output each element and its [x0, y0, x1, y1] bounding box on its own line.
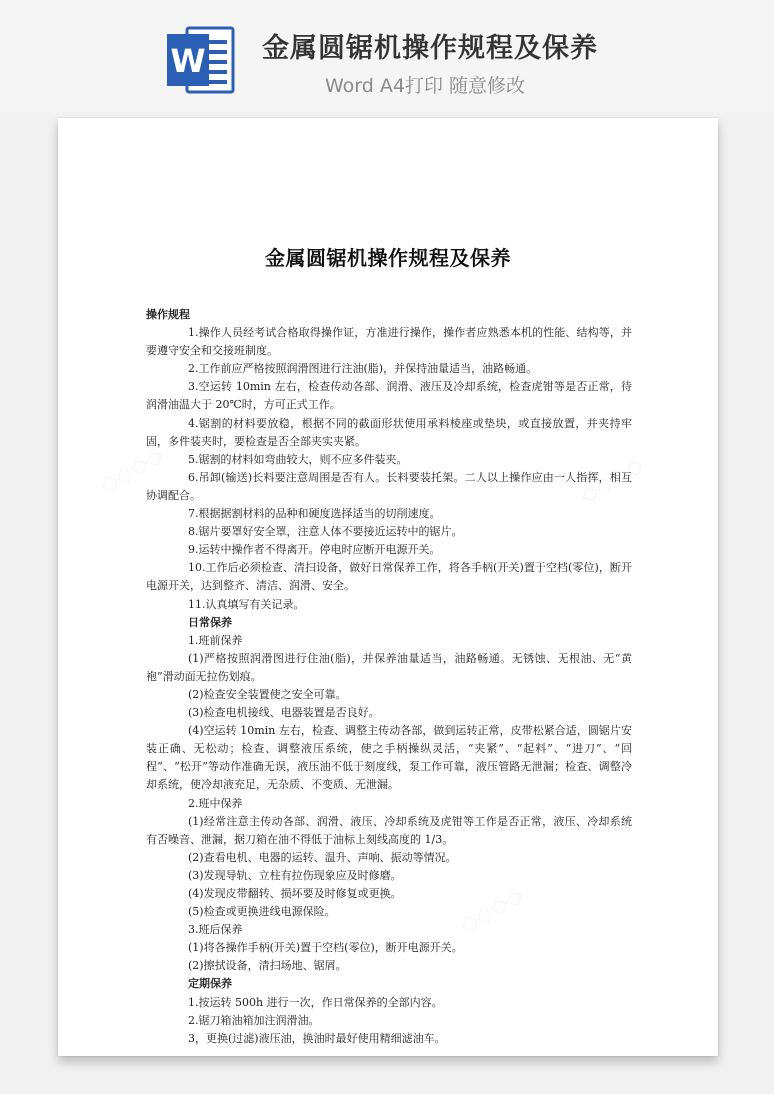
paragraph: 1.操作人员经考试合格取得操作证，方准进行操作，操作者应熟悉本机的性能、结构等，并要遵守安全和交接班制度。: [146, 326, 632, 358]
paragraph: 10.工作后必须检查、清扫设备，做好日常保养工作，将各手柄(开关)置于空档(零位)，断开电源开关，达到整齐、清洁、润滑、安全。: [146, 561, 632, 593]
document-body: [146, 306, 632, 1048]
paragraph: (5)检查或更换进线电源保险。: [188, 905, 336, 919]
paragraph: 3，更换(过滤)液压油，换油时最好使用精细滤油车。: [188, 1031, 446, 1045]
paragraph: (4)空运转 10min 左右，检查、调整主传动各部，做到运转正常，皮带松紧合适，圆锯片安装正确、无松动；检查、调整液压系统，使之手柄操纵灵活，“夹紧”、“起料”、“进刀”、“回程”、“松开”等动作准确无误，液压油不低于刻度线，泵工作可靠，液压管路无泄漏；检查、调整冷却系统，使冷却液充足，无杂质、不变质、无泄漏。: [146, 724, 632, 792]
header-banner: [0, 0, 774, 112]
paragraph: 8.锯片要罩好安全罩，注意人体不要接近运转中的锯片。: [188, 525, 463, 539]
paragraph: 7.根据据割材料的品种和硬度选择适当的切削速度。: [188, 507, 441, 521]
paragraph: (1)严格按照润滑图进行住油(脂)，并保养油量适当，油路畅通。无锈蚀、无根油、无“黄袍”滑动面无拉伤划痕。: [146, 651, 632, 683]
word-icon-letter: W: [170, 42, 206, 80]
paragraph: 5.锯割的材料如弯曲较大，则不应多件装夹。: [188, 452, 408, 466]
paragraph: 11.认真填写有关记录。: [188, 597, 305, 611]
paragraph: 9.运转中操作者不得离开。停电时应断开电源开关。: [188, 543, 441, 557]
section-heading: 操作规程: [146, 308, 190, 321]
paragraph: 2.班中保养: [188, 796, 243, 810]
banner-title: 金属圆锯机操作规程及保养: [262, 33, 598, 64]
paragraph: 3.班后保养: [188, 923, 243, 937]
paragraph: (2)查看电机、电器的运转、温升、声响、振动等情况。: [188, 850, 457, 864]
paragraph: (2)检查安全装置使之安全可靠。: [188, 687, 347, 701]
paragraph: 1.班前保养: [188, 633, 243, 647]
document-page: [58, 118, 718, 1056]
paragraph: (4)发现皮带翻转、损坏要及时修复或更换。: [188, 887, 402, 900]
paragraph: 2.工作前应严格按照润滑图进行注油(脂)，并保持油量适当，油路畅通。: [188, 362, 538, 376]
paragraph: (2)擦拭设备，清扫场地、锯屑。: [188, 959, 347, 973]
word-document-icon: [165, 24, 235, 96]
paragraph: (3)发现导轨、立柱有拉伤现象应及时修磨。: [188, 868, 402, 882]
paragraph: (1)经常注意主传动各部、润滑、液压、冷却系统及虎钳等工作是否正常，液压、冷却系统有否噪音、泄漏，据刀箱在油不得低于油标上刻线高度的 1/3。: [146, 814, 632, 846]
banner-subtitle: Word A4打印 随意修改: [325, 75, 526, 97]
paragraph: 1.按运转 500h 进行一次，作日常保养的全部内容。: [188, 995, 443, 1009]
paragraph: (3)检查电机接线、电器装置是否良好。: [188, 706, 380, 720]
section-heading: 定期保养: [188, 977, 232, 991]
section-heading: 日常保养: [188, 615, 232, 629]
paragraph: 2.锯刀箱油箱加注润滑油。: [188, 1013, 320, 1027]
paragraph: (1)将各操作手柄(开关)置于空档(零位)，断开电源开关。: [188, 941, 463, 955]
document-title: 金属圆锯机操作规程及保养: [265, 246, 511, 270]
paragraph: 3.空运转 10min 左右，检查传动各部、润滑、液压及冷却系统，检查虎钳等是否正常，待润滑油温大于 20℃时，方可正式工作。: [146, 380, 632, 412]
paragraph: 6.吊卸(输送)长料要注意周围是否有人。长料要装托架。二人以上操作应由一人指挥，相互协调配合。: [146, 470, 632, 502]
paragraph: 4.锯割的材料要放稳，根据不同的截面形状使用承料棱座或垫块，或直接放置，并夹持牢固，多件装夹时，要检查是否全部夹实夹紧。: [146, 416, 632, 448]
